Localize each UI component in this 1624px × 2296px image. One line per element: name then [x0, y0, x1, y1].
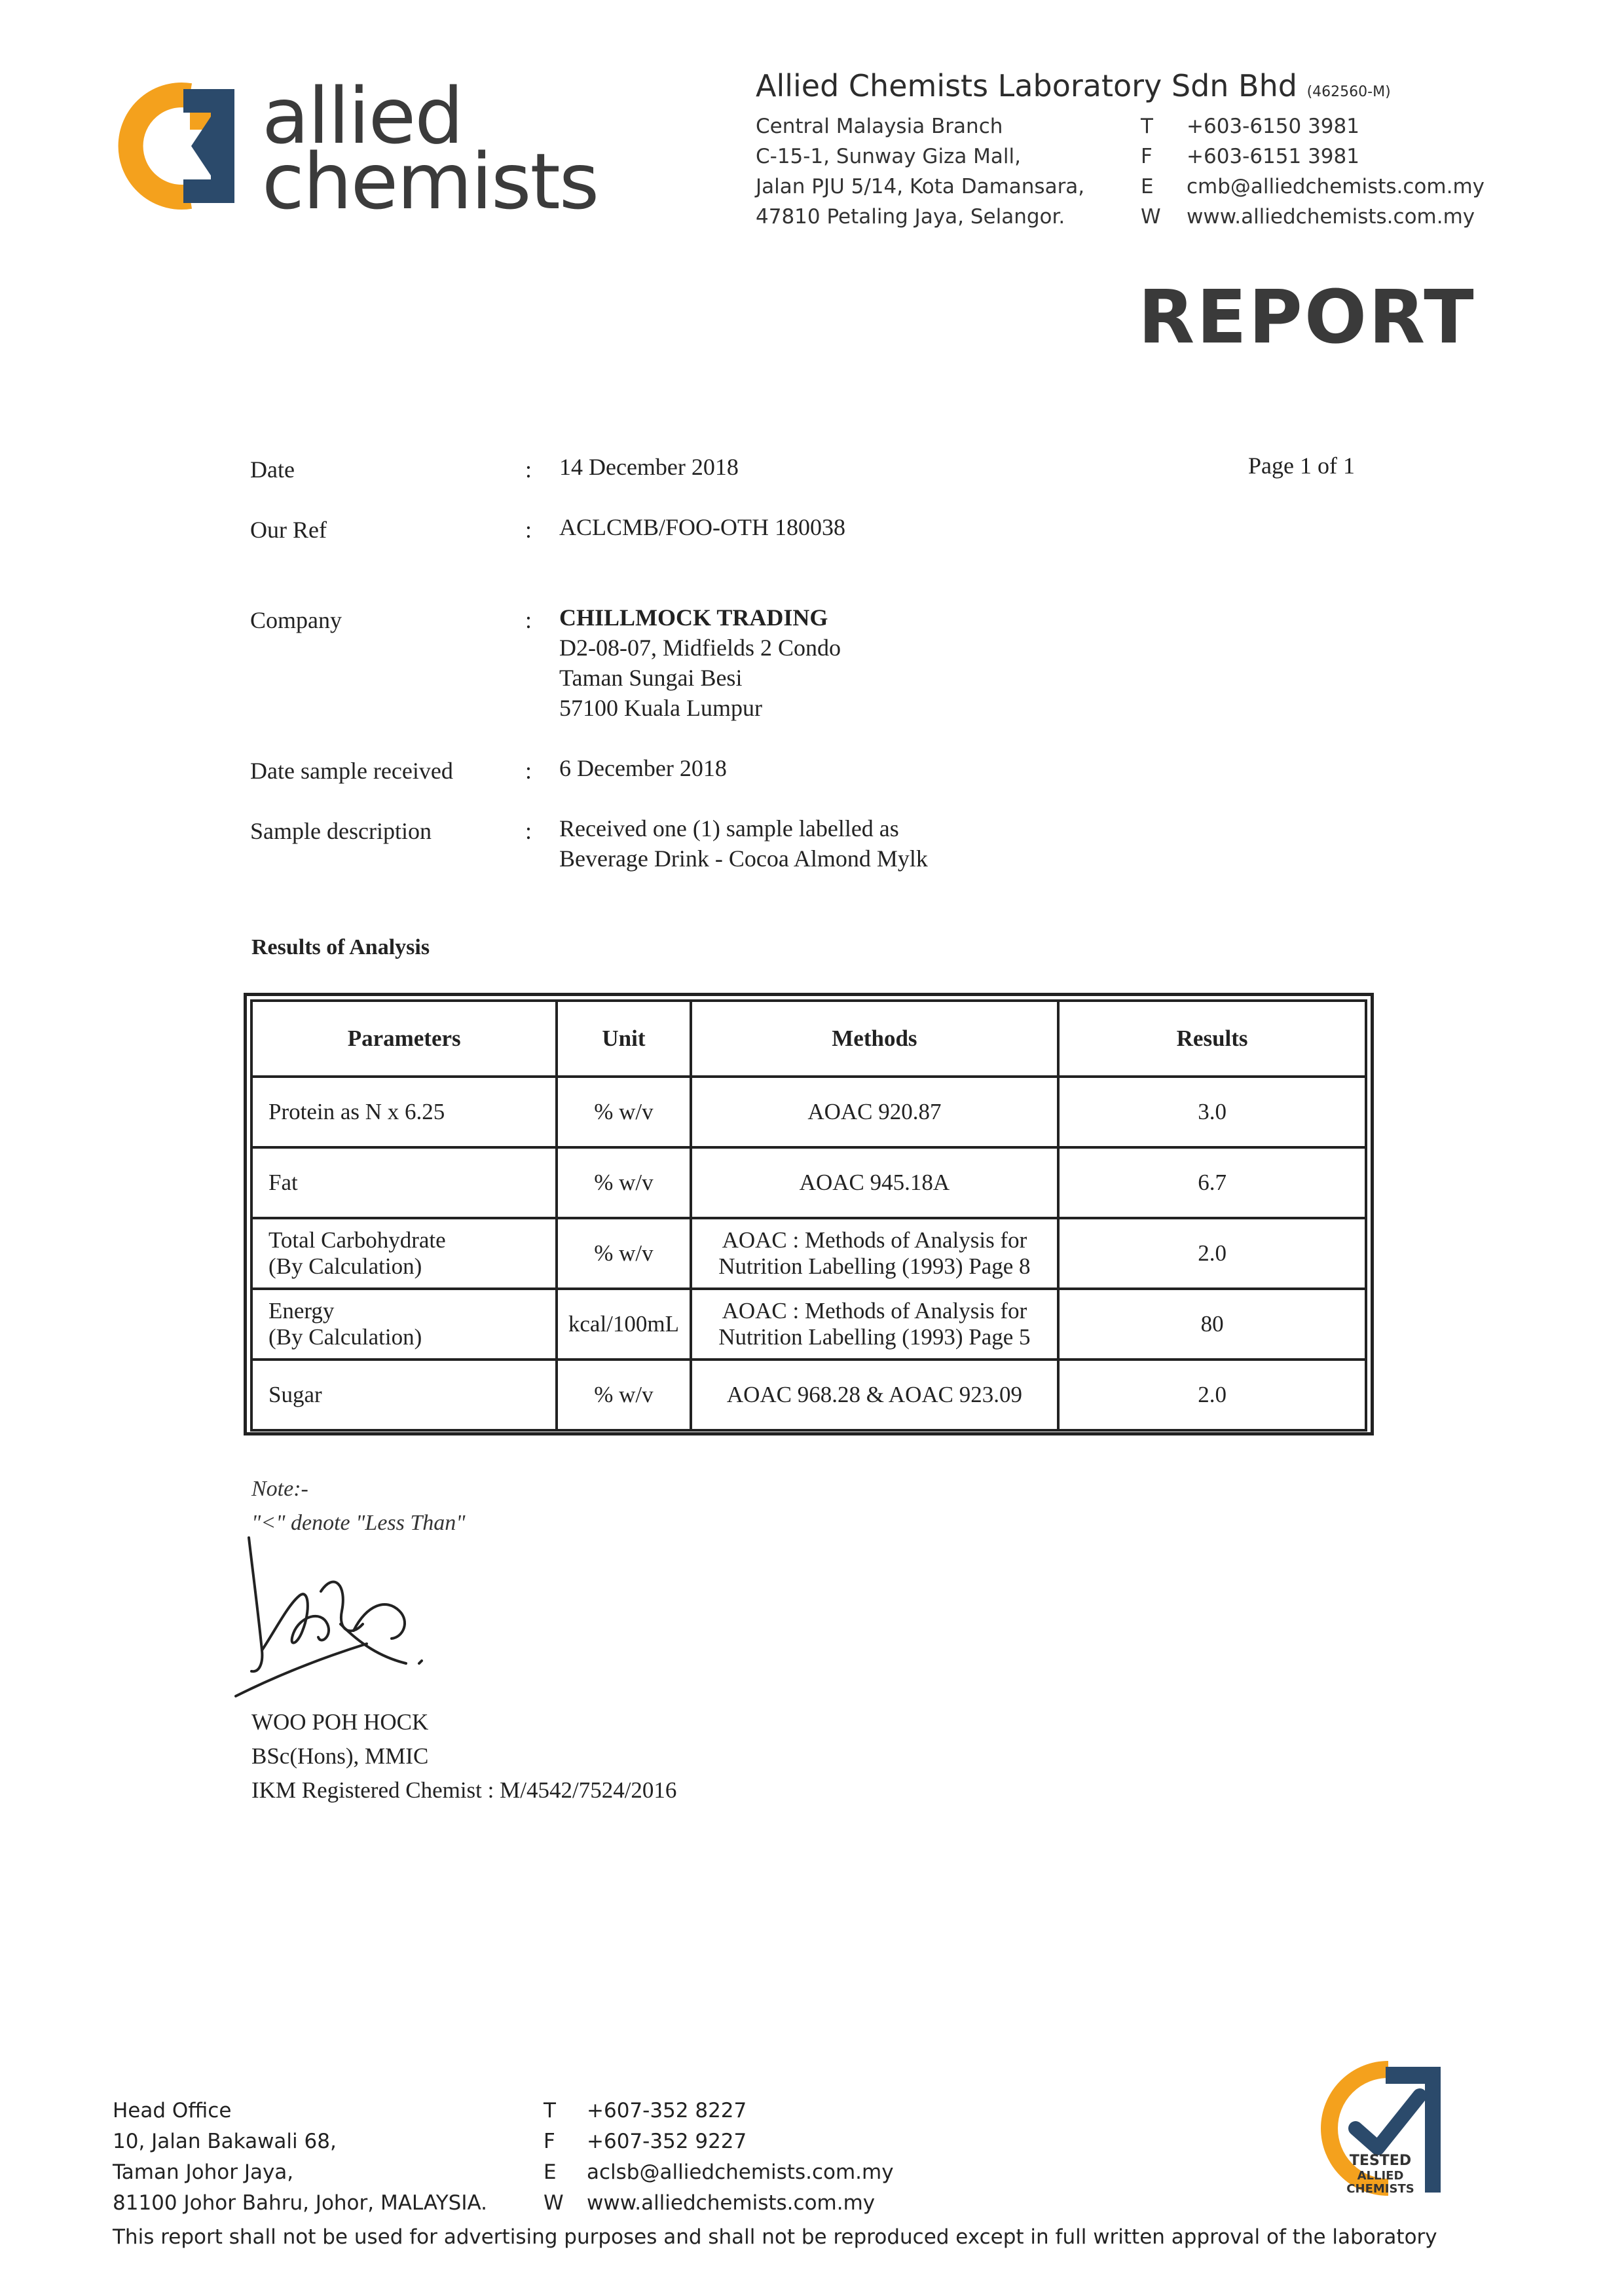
table-row [251, 1360, 1366, 1430]
client-name: CHILLMOCK TRADING [559, 604, 828, 631]
contact-key: T [544, 2099, 556, 2122]
unit-cell: % w/v [557, 1077, 690, 1147]
company-logo-icon [113, 77, 270, 215]
parameter-cell: Sugar [251, 1360, 557, 1430]
date-value: 14 December 2018 [559, 454, 739, 480]
results-table [250, 999, 1367, 1432]
report-title: REPORT [1138, 275, 1476, 360]
parameter-cell: Fat [251, 1147, 557, 1218]
signer-block [251, 1705, 676, 1807]
badge-line: ALLIED [1357, 2169, 1404, 2183]
unit-cell: % w/v [557, 1360, 690, 1430]
description-line: Beverage Drink - Cocoa Almond Mylk [559, 845, 928, 872]
note-block [251, 1472, 466, 1540]
note-text: "<" denote "Less Than" [251, 1511, 466, 1535]
method-line: Nutrition Labelling (1993) Page 5 [718, 1324, 1031, 1350]
colon: : [525, 456, 532, 483]
badge-line: CHEMISTS [1346, 2182, 1414, 2196]
parameter-line: Energy [268, 1298, 335, 1324]
company-name [756, 68, 1391, 103]
footer-fax [544, 2126, 894, 2157]
colon: : [525, 818, 532, 844]
contact-key: T [1141, 115, 1153, 138]
result-cell: 6.7 [1058, 1147, 1366, 1218]
parameter-line: (By Calculation) [268, 1324, 422, 1350]
head-office-contacts [544, 2096, 894, 2219]
method-line: AOAC : Methods of Analysis for [722, 1298, 1027, 1324]
contact-value: +603-6151 3981 [1187, 145, 1359, 168]
colon: : [525, 607, 532, 633]
branch-line: Jalan PJU 5/14, Kota Damansara, [756, 175, 1085, 198]
page-number: Page 1 of 1 [1248, 453, 1355, 479]
tested-allied-chemists-badge-icon [1310, 2050, 1467, 2207]
signer-qualification: BSc(Hons), MMIC [251, 1743, 429, 1769]
colon: : [525, 758, 532, 784]
client-address-line: Taman Sungai Besi [559, 665, 743, 691]
method-cell: AOAC 920.87 [691, 1077, 1059, 1147]
disclaimer: This report shall not be used for advertising purposes and shall not be reproduced except in full written approval of the laboratory [113, 2225, 1437, 2249]
logo-text-chemists: chemists [262, 136, 599, 227]
description-line: Received one (1) sample labelled as [559, 815, 899, 842]
contact-key: W [1141, 205, 1161, 229]
result-cell: 80 [1058, 1289, 1366, 1360]
branch-address [756, 111, 1084, 232]
method-line: Nutrition Labelling (1993) Page 8 [718, 1253, 1031, 1279]
client-address-line: D2-08-07, Midfields 2 Condo [559, 635, 841, 661]
table-row [251, 1289, 1366, 1360]
office-line: 81100 Johor Bahru, Johor, MALAYSIA. [113, 2191, 487, 2215]
office-line: 10, Jalan Bakawali 68, [113, 2130, 337, 2153]
table-row [251, 1147, 1366, 1218]
note-title: Note:- [251, 1477, 308, 1501]
parameter-cell: Protein as N x 6.25 [251, 1077, 557, 1147]
column-header: Parameters [251, 1001, 557, 1077]
client-address-line: 57100 Kuala Lumpur [559, 695, 762, 721]
footer-web [544, 2188, 894, 2219]
method-cell: AOAC 968.28 & AOAC 923.09 [691, 1360, 1059, 1430]
method-line: AOAC : Methods of Analysis for [722, 1227, 1027, 1253]
table-row [251, 1218, 1366, 1289]
contact-key: W [544, 2191, 564, 2215]
badge-line: TESTED [1349, 2153, 1412, 2169]
contact-value: +607-352 9227 [587, 2130, 747, 2153]
company-label: Company [250, 607, 342, 633]
branch-line: C-15-1, Sunway Giza Mall, [756, 145, 1021, 168]
contact-value: www.alliedchemists.com.my [1187, 205, 1475, 229]
unit-cell: kcal/100mL [557, 1289, 690, 1360]
received-label: Date sample received [250, 758, 453, 784]
column-header: Unit [557, 1001, 690, 1077]
result-cell: 3.0 [1058, 1077, 1366, 1147]
unit-cell: % w/v [557, 1218, 690, 1289]
method-cell: AOAC 945.18A [691, 1147, 1059, 1218]
company-registration: (462560-M) [1306, 84, 1391, 100]
result-cell: 2.0 [1058, 1218, 1366, 1289]
method-cell [691, 1218, 1059, 1289]
parameter-line: Total Carbohydrate [268, 1227, 446, 1253]
office-line: Taman Johor Jaya, [113, 2160, 294, 2184]
contact-value: +603-6150 3981 [1187, 115, 1359, 138]
logo-text-allied: allied [262, 71, 463, 161]
branch-line: 47810 Petaling Jaya, Selangor. [756, 205, 1065, 229]
parameter-line: (By Calculation) [268, 1253, 422, 1279]
results-heading: Results of Analysis [251, 935, 430, 959]
result-cell: 2.0 [1058, 1360, 1366, 1430]
contact-value: cmb@alliedchemists.com.my [1187, 175, 1485, 198]
column-header: Results [1058, 1001, 1366, 1077]
contact-value: www.alliedchemists.com.my [587, 2191, 876, 2215]
contact-key: F [544, 2130, 555, 2153]
ref-value: ACLCMB/FOO-OTH 180038 [559, 514, 846, 540]
description-block [559, 813, 928, 874]
contact-value: +607-352 8227 [587, 2099, 747, 2122]
signer-name: WOO POH HOCK [251, 1709, 429, 1735]
contact-key: F [1141, 145, 1153, 168]
branch-contacts [1141, 111, 1485, 232]
contact-key: E [1141, 175, 1154, 198]
parameter-cell [251, 1218, 557, 1289]
table-row [251, 1077, 1366, 1147]
method-cell [691, 1289, 1059, 1360]
footer-phone [544, 2096, 894, 2126]
office-line: Head Office [113, 2099, 232, 2122]
column-header: Methods [691, 1001, 1059, 1077]
contact-phone [1141, 111, 1485, 141]
contact-fax [1141, 141, 1485, 172]
colon: : [525, 517, 532, 543]
contact-email [1141, 172, 1485, 202]
company-block [559, 602, 841, 723]
contact-web [1141, 202, 1485, 232]
signer-registration: IKM Registered Chemist : M/4542/7524/2016 [251, 1777, 677, 1803]
contact-value: aclsb@alliedchemists.com.my [587, 2160, 894, 2184]
received-value: 6 December 2018 [559, 755, 727, 781]
branch-line: Central Malaysia Branch [756, 115, 1003, 138]
head-office-address [113, 2096, 487, 2219]
ref-label: Our Ref [250, 517, 327, 543]
date-label: Date [250, 456, 295, 483]
description-label: Sample description [250, 818, 432, 844]
handwritten-signature [223, 1532, 445, 1729]
results-table-frame [244, 993, 1374, 1435]
table-header-row [251, 1001, 1366, 1077]
parameter-cell [251, 1289, 557, 1360]
contact-key: E [544, 2160, 557, 2184]
unit-cell: % w/v [557, 1147, 690, 1218]
footer-email [544, 2157, 894, 2188]
company-name-text: Allied Chemists Laboratory Sdn Bhd [756, 68, 1297, 103]
